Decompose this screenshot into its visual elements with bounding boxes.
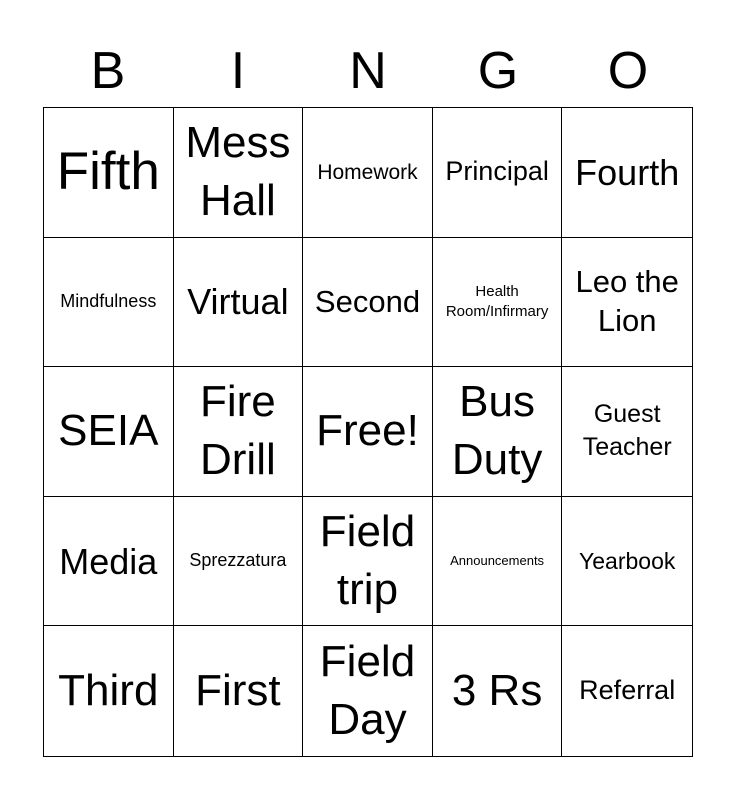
bingo-cell[interactable] bbox=[562, 108, 692, 238]
bingo-cell[interactable] bbox=[562, 367, 692, 497]
cell-text: Fifth bbox=[56, 142, 160, 202]
bingo-cell[interactable] bbox=[303, 108, 433, 238]
cell-text: Announcements bbox=[450, 553, 545, 569]
cell-text: Principal bbox=[445, 156, 549, 187]
cell-text: 3 Rs bbox=[451, 666, 543, 716]
bingo-cell[interactable] bbox=[433, 238, 563, 368]
cell-text: Bus Duty bbox=[451, 377, 543, 485]
cell-text: Yearbook bbox=[579, 547, 676, 574]
bingo-cell[interactable] bbox=[562, 238, 692, 368]
cell-text: First bbox=[195, 666, 281, 716]
cell-text: Sprezzatura bbox=[189, 550, 287, 571]
cell-text: Mindfulness bbox=[60, 290, 157, 311]
header-letter-n: N bbox=[349, 42, 387, 100]
bingo-cell[interactable] bbox=[44, 626, 174, 756]
bingo-cell[interactable] bbox=[562, 626, 692, 756]
cell-text: Health Room/Infirmary bbox=[445, 282, 549, 320]
cell-text: SEIA bbox=[58, 406, 159, 456]
bingo-cell[interactable] bbox=[44, 238, 174, 368]
cell-text: Fourth bbox=[575, 151, 680, 193]
bingo-cell[interactable] bbox=[174, 626, 304, 756]
bingo-cell[interactable] bbox=[174, 497, 304, 627]
cell-text: Third bbox=[58, 666, 159, 716]
cell-text: Mess Hall bbox=[185, 118, 291, 226]
bingo-cell[interactable] bbox=[303, 497, 433, 627]
bingo-cell[interactable] bbox=[303, 238, 433, 368]
bingo-cell[interactable] bbox=[174, 238, 304, 368]
cell-text: Virtual bbox=[187, 281, 289, 323]
bingo-cell[interactable] bbox=[174, 108, 304, 238]
bingo-cell[interactable] bbox=[303, 367, 433, 497]
bingo-cell[interactable] bbox=[44, 367, 174, 497]
bingo-card-grid bbox=[43, 107, 693, 757]
bingo-cell[interactable] bbox=[44, 497, 174, 627]
cell-text: Free! bbox=[316, 406, 419, 456]
cell-text: Field Day bbox=[319, 637, 416, 745]
header-letter-i: I bbox=[230, 42, 246, 100]
cell-text: Referral bbox=[579, 675, 676, 706]
bingo-cell[interactable] bbox=[433, 108, 563, 238]
cell-text: Media bbox=[59, 540, 158, 582]
cell-text: Leo the Lion bbox=[575, 264, 679, 338]
cell-text: Second bbox=[314, 283, 421, 319]
cell-text: Field trip bbox=[319, 507, 416, 615]
bingo-cell[interactable] bbox=[44, 108, 174, 238]
bingo-cell[interactable] bbox=[433, 497, 563, 627]
bingo-cell[interactable] bbox=[174, 367, 304, 497]
bingo-cell[interactable] bbox=[562, 497, 692, 627]
cell-text: Fire Drill bbox=[200, 377, 276, 485]
bingo-header bbox=[43, 40, 693, 108]
header-letter-b: B bbox=[90, 42, 126, 100]
bingo-cell[interactable] bbox=[433, 626, 563, 756]
header-letter-o: O bbox=[607, 42, 649, 100]
bingo-cell[interactable] bbox=[433, 367, 563, 497]
cell-text: Homework bbox=[317, 160, 418, 184]
header-letter-g: G bbox=[477, 42, 519, 100]
bingo-cell[interactable] bbox=[303, 626, 433, 756]
cell-text: Guest Teacher bbox=[582, 399, 672, 462]
